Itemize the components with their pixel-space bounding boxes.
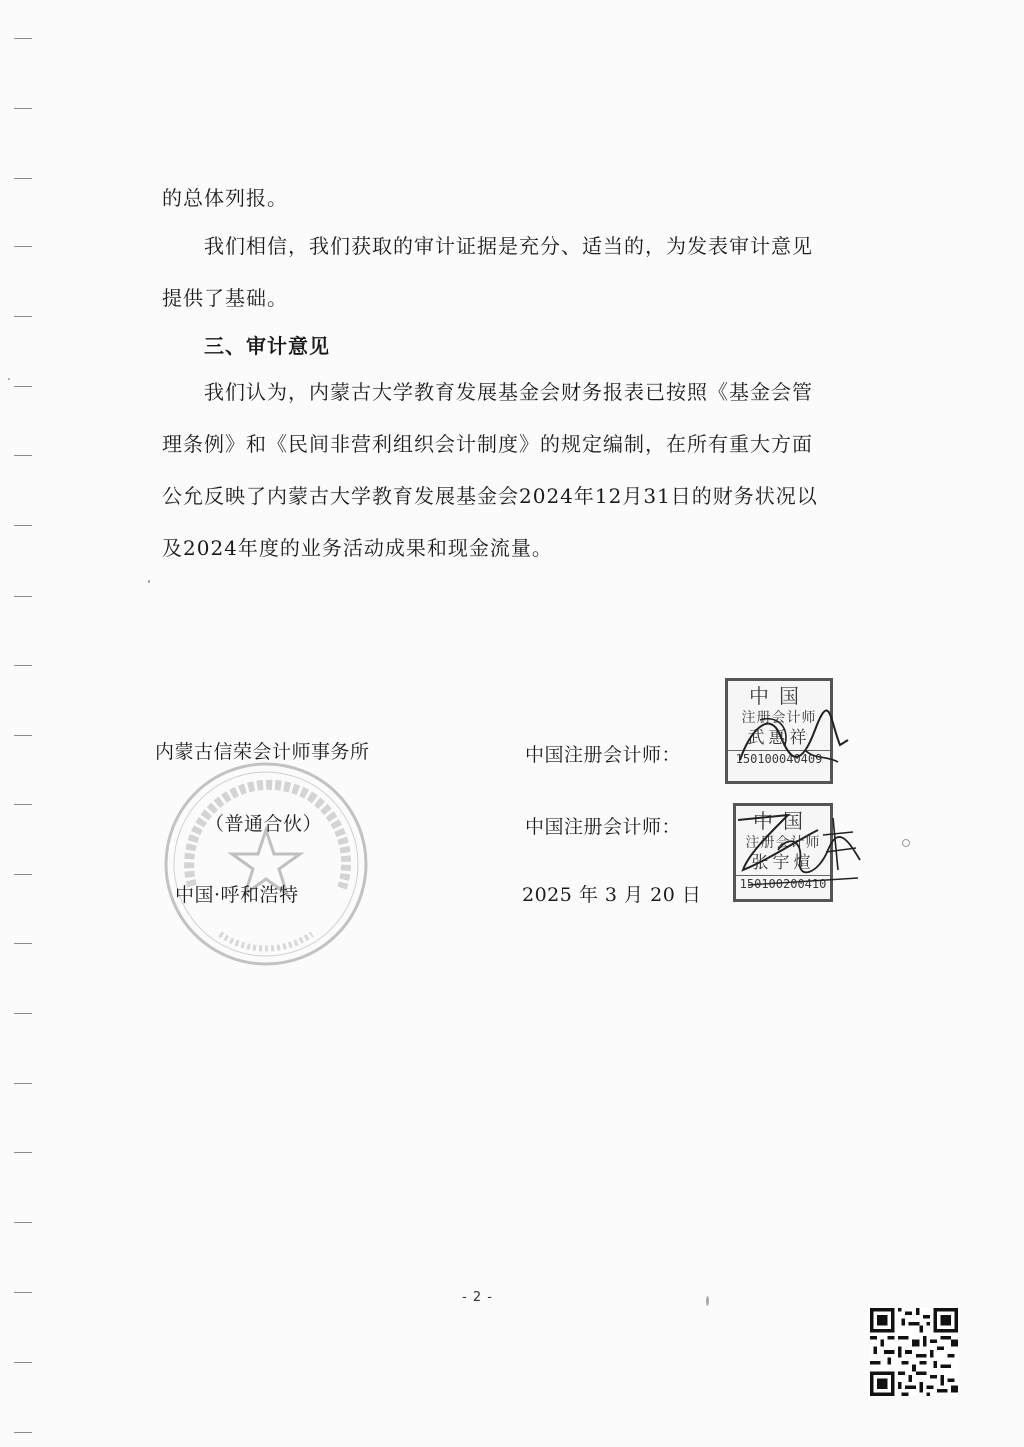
scan-speck — [148, 580, 150, 583]
cpa-label-2: 中国注册会计师： — [525, 816, 682, 838]
stamp-title: 注册会计师 — [741, 710, 817, 726]
binding-margin-marks — [14, 0, 44, 1447]
continuation-line: 的总体列报。 — [162, 186, 288, 210]
signature-1 — [720, 690, 850, 785]
stamp-number: 150100200410 — [736, 875, 830, 892]
cpa-label-1: 中国注册会计师： — [525, 744, 682, 766]
scan-speck — [706, 1296, 709, 1306]
scan-speck — [902, 839, 910, 847]
stamp-country: 中国 — [753, 809, 813, 833]
round-seal-icon — [160, 758, 372, 970]
firm-name: 内蒙古信荣会计师事务所 — [155, 741, 370, 763]
stamp-name: 张宇煊 — [751, 853, 815, 873]
qr-code-icon — [870, 1308, 958, 1396]
stamp-country: 中国 — [749, 684, 809, 708]
firm-type: （普通合伙） — [205, 813, 323, 835]
section-heading-audit-opinion: 三、审计意见 — [204, 334, 330, 358]
paragraph-audit-evidence: 我们相信，我们获取的审计证据是充分、适当的，为发表审计意见提供了基础。 — [162, 234, 813, 310]
page-number: - 2 - — [462, 1290, 493, 1305]
scan-speck — [8, 378, 10, 380]
signature-2 — [728, 800, 868, 900]
stamp-number: 150100040409 — [728, 750, 830, 767]
stamp-name: 武惠祥 — [747, 728, 811, 748]
paragraph-audit-opinion: 我们认为，内蒙古大学教育发展基金会财务报表已按照《基金会管理条例》和《民间非营利组织会计制度》的规定编制，在所有重大方面公允反映了内蒙古大学教育发展基金会2024年12月31日的财务状况以及2024年度的业务活动成果和现金流量。 — [162, 380, 818, 560]
firm-location: 中国·呼和浩特 — [175, 884, 299, 906]
stamp-title: 注册会计师 — [745, 835, 821, 851]
report-date: 2025 年 3 月 20 日 — [522, 884, 702, 906]
